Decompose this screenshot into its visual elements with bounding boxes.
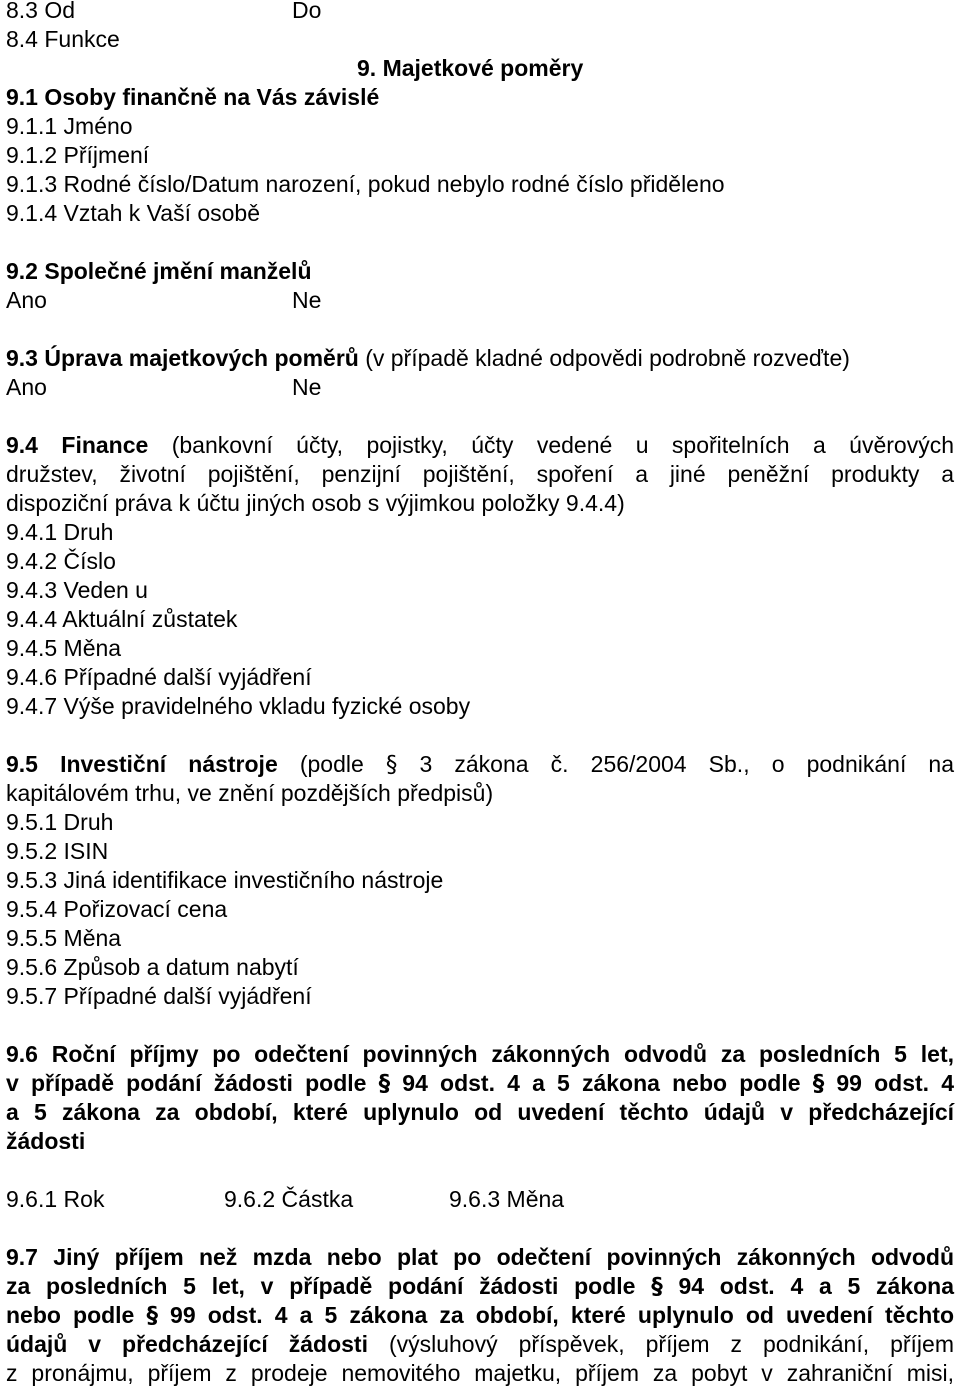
section-9-2-heading: 9.2 Společné jmění manželů <box>6 258 312 284</box>
item-9-4-6: 9.4.6 Případné další vyjádření <box>6 664 312 690</box>
item-9-4-4: 9.4.4 Aktuální zůstatek <box>6 606 238 632</box>
section-9-5-title: 9.5 Investiční nástroje <box>6 751 278 777</box>
option-ano: Ano <box>6 287 47 313</box>
section-9-3-heading <box>6 344 850 373</box>
item-9-5-7: 9.5.7 Případné další vyjádření <box>6 983 312 1009</box>
section-9-4-line-2: družstev, životní pojištění, penzijní pojištění, spoření a jiné peněžní produkty a <box>6 461 954 487</box>
item-9-5-1: 9.5.1 Druh <box>6 809 114 835</box>
line-9-6-columns <box>6 1185 565 1214</box>
section-9-6-line-3: a 5 zákona za období, které uplynulo od uvedení těchto údajů v předcházející <box>6 1099 954 1125</box>
section-9-5-line-2: kapitálovém trhu, ve znění pozdějších předpisů) <box>6 780 494 806</box>
item-9-5-5: 9.5.5 Měna <box>6 925 122 951</box>
section-9-7-text-4b: údajů v předcházející žádosti <box>6 1331 368 1357</box>
section-9-7-line-2 <box>6 1272 954 1301</box>
line-8-4: 8.4 Funkce <box>6 26 120 52</box>
item-9-4-3: 9.4.3 Veden u <box>6 577 148 603</box>
section-9-1-heading: 9.1 Osoby finančně na Vás závislé <box>6 84 380 110</box>
section-9-6-text-2a: v případě podání žádosti podle <box>6 1070 379 1096</box>
section-9-3-note: (v případě kladné odpovědi podrobně rozveďte) <box>358 345 850 371</box>
section-9-6-line-2 <box>6 1069 954 1098</box>
section-9-5-line-1 <box>6 750 954 779</box>
item-9-4-2: 9.4.2 Číslo <box>6 548 116 574</box>
section-9-heading: 9. Majetkové poměry <box>357 55 584 81</box>
item-9-6-3: 9.6.3 Měna <box>449 1186 565 1212</box>
section-9-7-text-3a: nebo podle <box>6 1302 147 1328</box>
section-9-6-line-4: žádosti <box>6 1128 86 1154</box>
paragraph-sign: § <box>146 1303 158 1329</box>
item-9-1-3: 9.1.3 Rodné číslo/Datum narození, pokud nebylo rodné číslo přiděleno <box>6 171 725 197</box>
section-9-7-text-4n: (výsluhový příspěvek, příjem z podnikání, příjem <box>367 1331 954 1357</box>
item-9-5-6: 9.5.6 Způsob a datum nabytí <box>6 954 299 980</box>
section-9-7-line-4 <box>6 1330 954 1359</box>
item-9-1-2: 9.1.2 Příjmení <box>6 142 150 168</box>
section-9-4-title: 9.4 Finance <box>6 432 149 458</box>
section-9-7-text-2a: za posledních 5 let, v případě podání žádosti podle <box>6 1273 652 1299</box>
section-9-7-line-3 <box>6 1301 954 1330</box>
item-9-1-4: 9.1.4 Vztah k Vaší osobě <box>6 200 261 226</box>
line-9-3-options <box>6 373 322 402</box>
paragraph-sign: § <box>651 1274 663 1300</box>
section-9-7-line-5: z pronájmu, příjem z prodeje nemovitého majetku, příjem za pobyt v zahraniční misi, <box>6 1360 954 1386</box>
item-9-4-1: 9.4.1 Druh <box>6 519 114 545</box>
label-do: Do <box>292 0 322 23</box>
item-9-5-4: 9.5.4 Pořizovací cena <box>6 896 228 922</box>
item-9-5-3: 9.5.3 Jiná identifikace investičního nástroje <box>6 867 444 893</box>
item-9-1-1: 9.1.1 Jméno <box>6 113 133 139</box>
section-9-6-text-2c: 99 odst. 4 <box>836 1070 955 1096</box>
paragraph-sign: § <box>812 1071 825 1097</box>
section-9-5-text-1b: 3 zákona č. 256/2004 Sb., o podnikání na <box>419 751 955 777</box>
item-9-5-2: 9.5.2 ISIN <box>6 838 109 864</box>
section-9-6-text-2b: 94 odst. 4 a 5 zákona nebo podle <box>402 1070 813 1096</box>
option-ne: Ne <box>292 374 322 400</box>
section-9-3-title: 9.3 Úprava majetkových poměrů <box>6 345 359 371</box>
section-9-7-text-2b: 94 odst. 4 a 5 zákona <box>678 1273 955 1299</box>
line-8-3 <box>6 0 322 25</box>
item-9-4-5: 9.4.5 Měna <box>6 635 122 661</box>
section-9-4-text-1: (bankovní účty, pojistky, účty vedené u spořitelních a úvěrových <box>148 432 954 458</box>
item-9-4-7: 9.4.7 Výše pravidelného vkladu fyzické osoby <box>6 693 471 719</box>
section-9-7-text-3b: 99 odst. 4 a 5 zákona za období, které uplynulo od uvedení těchto <box>170 1302 955 1328</box>
line-9-2-options <box>6 286 322 315</box>
paragraph-sign: § <box>378 1071 391 1097</box>
section-9-4-line-3: dispoziční práva k účtu jiných osob s výjimkou položky 9.4.4) <box>6 490 625 516</box>
label-od: 8.3 Od <box>6 0 76 23</box>
section-9-7-line-1: 9.7 Jiný příjem než mzda nebo plat po odečtení povinných zákonných odvodů <box>6 1244 954 1270</box>
option-ne: Ne <box>292 287 322 313</box>
option-ano: Ano <box>6 374 47 400</box>
section-9-5-text-1a: (podle <box>277 751 386 777</box>
section-9-4-line-1 <box>6 431 954 460</box>
item-9-6-1: 9.6.1 Rok <box>6 1186 105 1212</box>
paragraph-sign: § <box>385 752 398 778</box>
item-9-6-2: 9.6.2 Částka <box>224 1186 354 1212</box>
section-9-6-line-1: 9.6 Roční příjmy po odečtení povinných zákonných odvodů za posledních 5 let, <box>6 1041 954 1067</box>
